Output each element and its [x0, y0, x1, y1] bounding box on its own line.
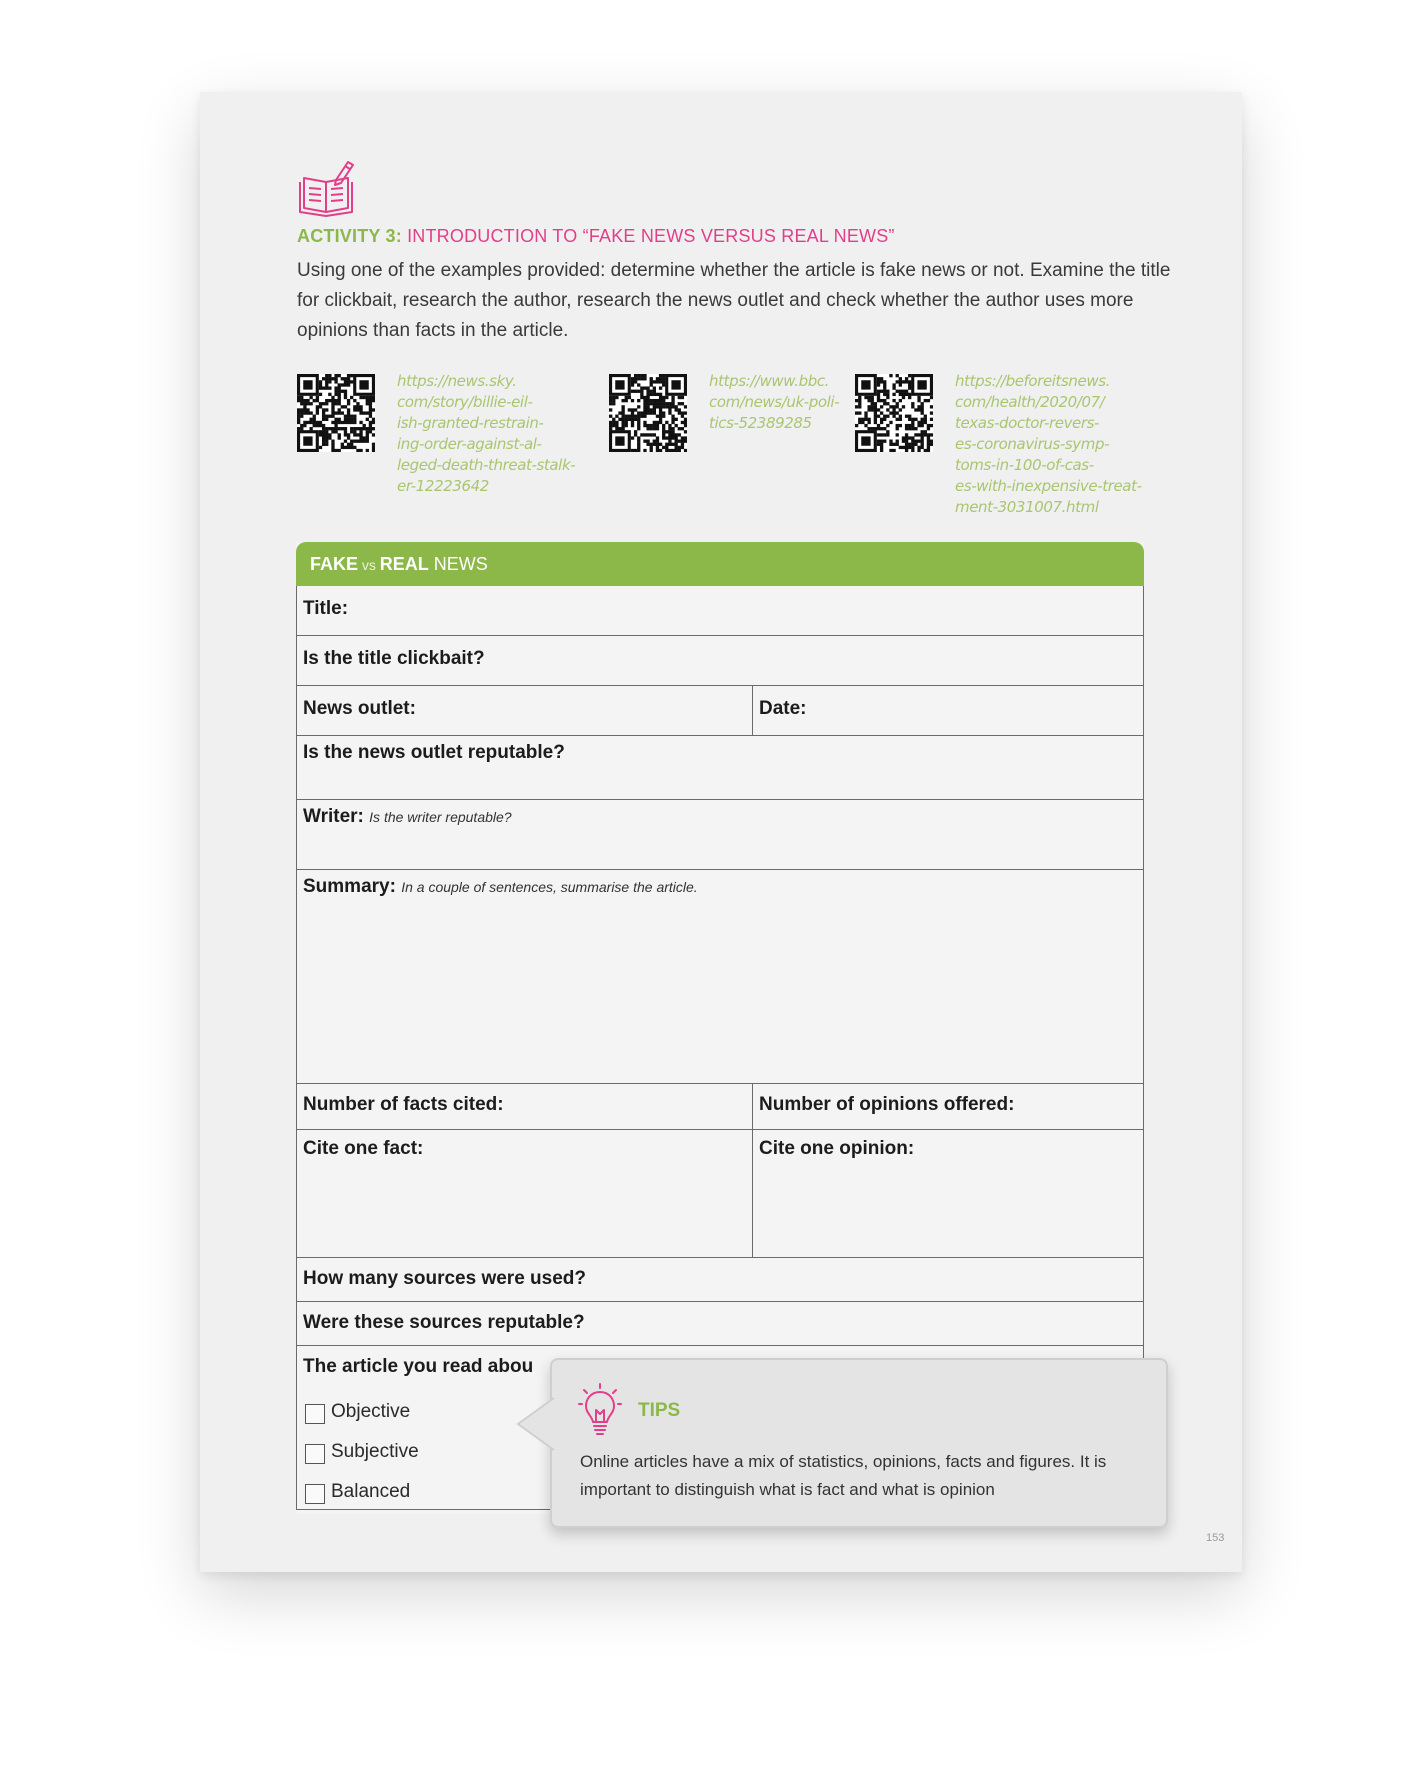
callout-pointer — [516, 1396, 556, 1452]
form-header — [296, 542, 1144, 586]
tips-title: TIPS — [638, 1400, 681, 1421]
title-field[interactable] — [296, 586, 1144, 636]
outlet-reputable-label: Is the news outlet reputable? — [303, 742, 565, 763]
cite-opinion-field[interactable] — [752, 1130, 1142, 1257]
balanced-label: Balanced — [331, 1481, 411, 1502]
opinions-count-field[interactable] — [752, 1084, 1142, 1129]
link-url-bbc[interactable]: https://www.bbc. com/news/uk-poli- tics-52389285 — [709, 372, 840, 432]
qr-code-icon — [297, 374, 375, 452]
sources-count-field[interactable] — [296, 1258, 1144, 1302]
header-vs: vs — [358, 557, 380, 573]
book-pencil-icon — [296, 158, 356, 220]
activity-label: ACTIVITY 3: — [297, 226, 402, 246]
opinions-count-label: Number of opinions offered: — [759, 1094, 1015, 1115]
lightbulb-icon — [578, 1382, 622, 1436]
sources-reputable-field[interactable] — [296, 1302, 1144, 1346]
title-label: Title: — [303, 598, 349, 619]
balanced-checkbox[interactable] — [305, 1484, 325, 1504]
qr-code-icon — [609, 374, 687, 452]
cite-opinion-label: Cite one opinion: — [759, 1138, 915, 1159]
header-fake: FAKE — [310, 554, 359, 574]
outlet-reputable-field[interactable] — [296, 736, 1144, 800]
tips-callout — [550, 1358, 1168, 1528]
activity-title — [297, 226, 895, 247]
writer-hint: Is the writer reputable? — [369, 809, 512, 825]
activity-instructions: Using one of the examples provided: determine whether the article is fake news or not. Examine the title for clickbait, research the author, research the news outlet and check whether the author uses more opinions than facts in the article. — [297, 260, 1171, 341]
tips-body: Online articles have a mix of statistics, opinions, facts and figures. It is important to distinguish what is fact and what is opinion — [580, 1452, 1107, 1499]
facts-count-label: Number of facts cited: — [303, 1094, 504, 1115]
date-field[interactable] — [752, 686, 1142, 735]
header-real: REAL — [379, 554, 429, 574]
subjective-label: Subjective — [331, 1441, 419, 1462]
facts-count-field[interactable] — [297, 1084, 752, 1129]
objective-checkbox[interactable] — [305, 1404, 325, 1424]
summary-label-wrap — [303, 876, 698, 898]
writer-label: Writer: — [303, 806, 364, 827]
link-url-beforeitsnews[interactable]: https://beforeitsnews. com/health/2020/07/ texas-doctor-revers- es-coronavirus-symp- toms-in-100-of-cas- es-with-inexpensive-treat- ment-3031007.html — [955, 372, 1142, 516]
writer-label-wrap — [303, 806, 512, 828]
outlet-date-row — [296, 686, 1144, 736]
summary-hint: In a couple of sentences, summarise the article. — [401, 879, 698, 895]
link-url-sky[interactable]: https://news.sky. com/story/billie-eil- ish-granted-restrain- ing-order-against-al- leged-death-threat-stalk- er-12223642 — [397, 372, 576, 495]
news-outlet-label: News outlet: — [303, 698, 416, 719]
sources-count-label: How many sources were used? — [303, 1268, 586, 1289]
facts-opinions-count-row — [296, 1084, 1144, 1130]
page-number: 153 — [1206, 1532, 1225, 1544]
cite-fact-label: Cite one fact: — [303, 1138, 424, 1159]
summary-field[interactable] — [296, 870, 1144, 1084]
summary-label: Summary: — [303, 876, 396, 897]
sources-reputable-label: Were these sources reputable? — [303, 1312, 585, 1333]
clickbait-label: Is the title clickbait? — [303, 648, 485, 669]
article-type-label: The article you read abou — [303, 1356, 534, 1377]
cite-fact-field[interactable] — [297, 1130, 752, 1257]
objective-label: Objective — [331, 1401, 411, 1422]
activity-heading: INTRODUCTION TO “FAKE NEWS VERSUS REAL NEWS” — [401, 226, 895, 246]
qr-code-icon — [855, 374, 933, 452]
cite-row — [296, 1130, 1144, 1258]
subjective-checkbox[interactable] — [305, 1444, 325, 1464]
writer-field[interactable] — [296, 800, 1144, 870]
news-outlet-field[interactable] — [297, 686, 752, 735]
clickbait-field[interactable] — [296, 636, 1144, 686]
date-label: Date: — [759, 698, 807, 719]
header-news: NEWS — [428, 554, 488, 574]
worksheet-page — [200, 92, 1242, 1572]
